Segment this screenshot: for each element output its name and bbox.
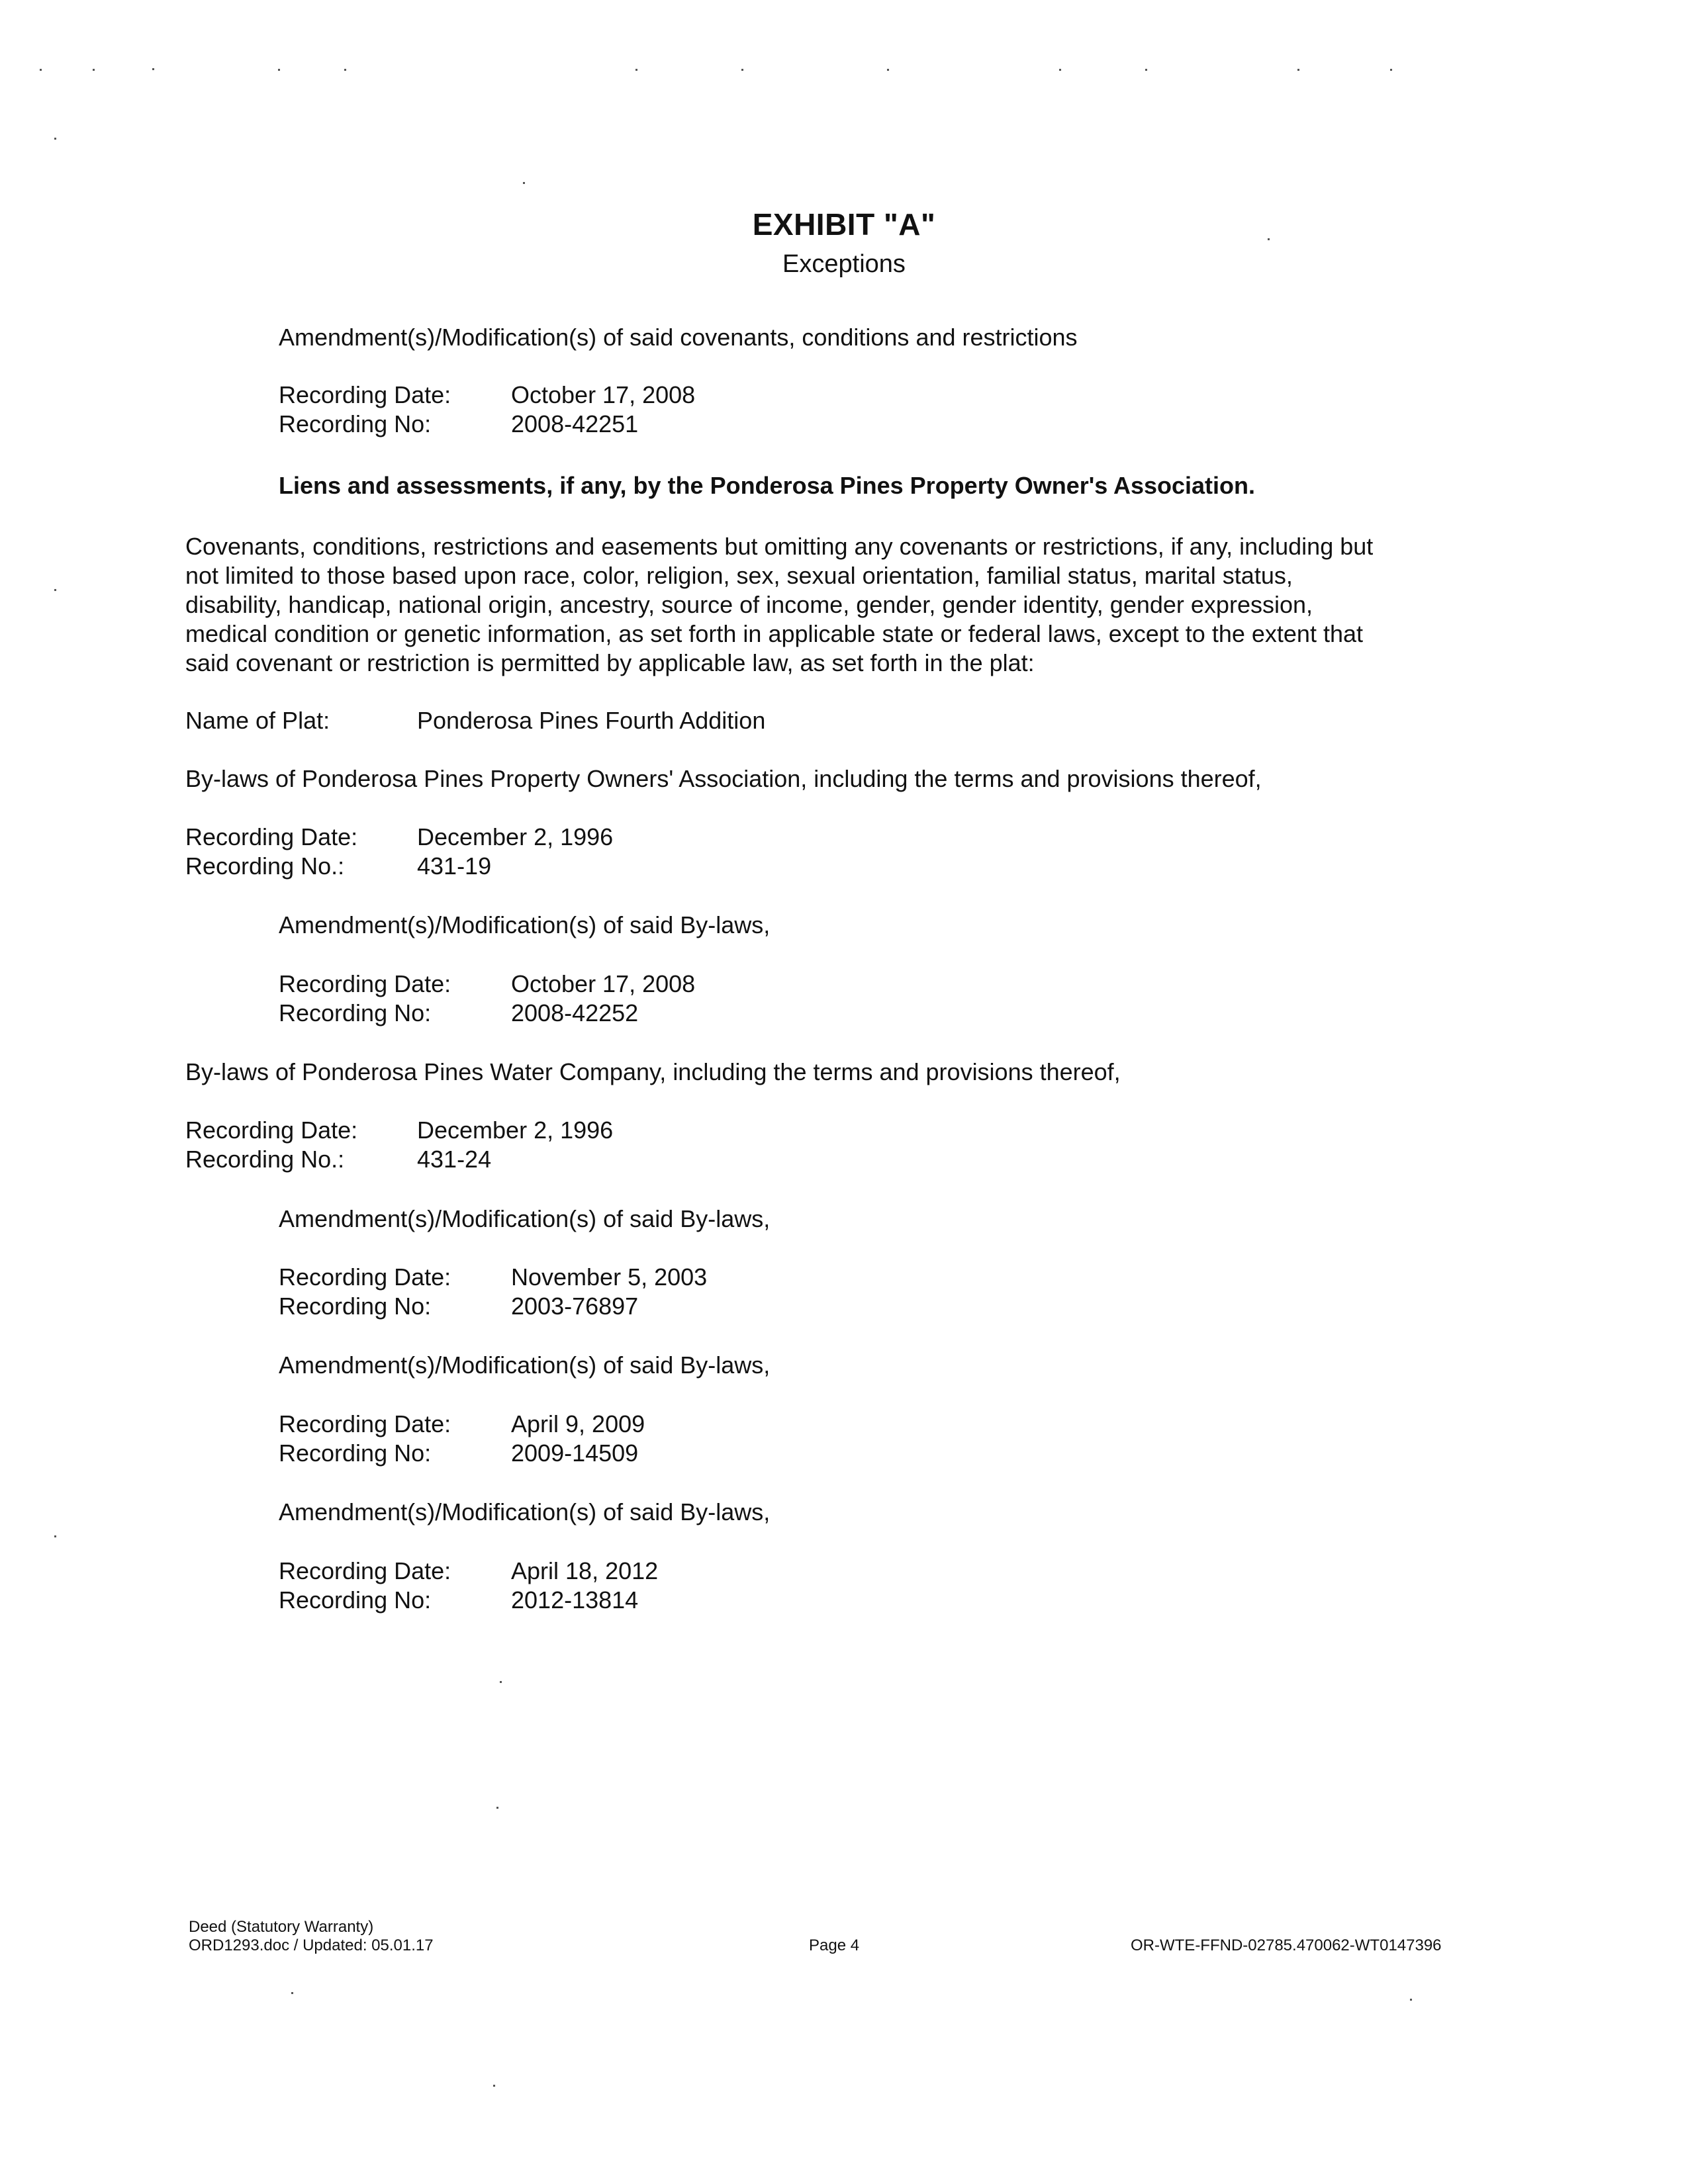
recording-no-label: Recording No: [279,1586,432,1614]
recording-no-label: Recording No: [279,1439,432,1467]
recording-no-label: Recording No.: [185,1146,345,1173]
recording-date-value: April 9, 2009 [511,1410,645,1437]
recording-date-label: Recording Date: [185,1116,358,1144]
liens-heading: Liens and assessments, if any, by the Ponderosa Pines Property Owner's Association. [279,472,1256,499]
recording-no-label: Recording No: [279,410,432,437]
amendment-bylaws-text: Amendment(s)/Modification(s) of said By-laws, [279,911,771,938]
footer-page-number: Page 4 [809,1936,860,1954]
footer-order-number: OR-WTE-FFND-02785.470062-WT0147396 [1131,1936,1442,1954]
recording-no-value: 2008-42252 [511,999,639,1026]
amendment-bylaws-text: Amendment(s)/Modification(s) of said By-laws, [279,1498,771,1525]
recording-no-value: 431-24 [417,1146,492,1173]
recording-date-label: Recording Date: [279,1557,451,1584]
footer-doc-type: Deed (Statutory Warranty) [189,1918,374,1936]
covenants-line: said covenant or restriction is permitted by applicable law, as set forth in the plat: [185,649,1035,676]
recording-date-value: November 5, 2003 [511,1263,708,1291]
covenants-line: disability, handicap, national origin, ancestry, source of income, gender, gender identity, gender expression, [185,591,1313,618]
bylaws-poa-text: By-laws of Ponderosa Pines Property Owners' Association, including the terms and provisions thereof, [185,765,1262,792]
covenants-paragraph [185,532,1496,678]
name-of-plat-label: Name of Plat: [185,707,330,734]
plat-name-value: Ponderosa Pines Fourth Addition [417,707,766,734]
recording-date-value: December 2, 1996 [417,823,614,850]
recording-date-label: Recording Date: [185,823,358,850]
covenants-line: Covenants, conditions, restrictions and easements but omitting any covenants or restrictions, if any, including but [185,533,1374,560]
recording-no-value: 2009-14509 [511,1439,639,1467]
recording-no-label: Recording No.: [185,852,345,880]
recording-date-value: October 17, 2008 [511,970,696,997]
amendment-bylaws-text: Amendment(s)/Modification(s) of said By-laws, [279,1351,771,1379]
recording-date-label: Recording Date: [279,1410,451,1437]
recording-date-value: October 17, 2008 [511,381,696,408]
recording-no-value: 431-19 [417,852,492,880]
recording-date-label: Recording Date: [279,381,451,408]
footer-doc-ref: ORD1293.doc / Updated: 05.01.17 [189,1936,434,1954]
exhibit-title: EXHIBIT "A" [752,207,936,242]
covenants-line: not limited to those based upon race, color, religion, sex, sexual orientation, familial status, marital status, [185,562,1293,589]
recording-date-value: April 18, 2012 [511,1557,659,1584]
recording-no-label: Recording No: [279,999,432,1026]
amendment-ccr-text: Amendment(s)/Modification(s) of said covenants, conditions and restrictions [279,324,1078,351]
recording-no-value: 2012-13814 [511,1586,639,1614]
amendment-bylaws-text: Amendment(s)/Modification(s) of said By-laws, [279,1205,771,1232]
covenants-line: medical condition or genetic information, as set forth in applicable state or federal laws, except to the extent that [185,620,1363,647]
recording-no-value: 2003-76897 [511,1293,639,1320]
recording-no-label: Recording No: [279,1293,432,1320]
recording-date-label: Recording Date: [279,970,451,997]
recording-date-label: Recording Date: [279,1263,451,1291]
bylaws-water-text: By-laws of Ponderosa Pines Water Company, including the terms and provisions thereof, [185,1058,1121,1085]
recording-no-value: 2008-42251 [511,410,639,437]
exceptions-subtitle: Exceptions [782,250,906,278]
recording-date-value: December 2, 1996 [417,1116,614,1144]
